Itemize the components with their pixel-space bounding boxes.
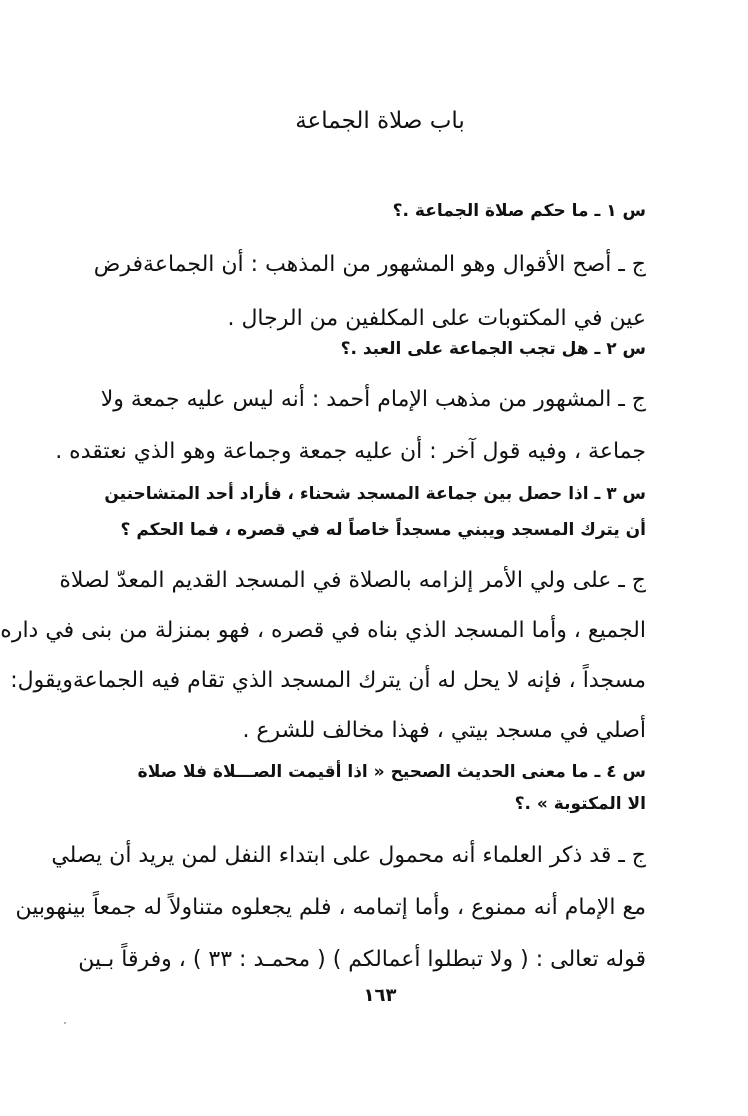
answer-line: ج ـ على ولي الأمر إلزامه بالصلاة في المسجد القديم المعدّ لصلاة [59,568,646,593]
answer-line: مسجداً ، فإنه لا يحل له أن يترك المسجد الذي تقام فيه الجماعةويقول: [10,668,646,693]
answer-1 [93,238,646,346]
answer-line: ج ـ المشهور من مذهب الإمام أحمد : أنه ليس عليه جمعة ولا [100,387,646,412]
answer-line: أصلي في مسجد بيتي ، فهذا مخالف للشرع . [242,718,646,743]
answer-line: مع الإمام أنه ممنوع ، وأما إتمامه ، فلم يجعلوه متناولاً له جمعاً بينهوبين [15,895,646,920]
question-line: س ٣ ـ اذا حصل بين جماعة المسجد شحناء ، فأراد أحد المتشاحنين [104,484,646,504]
question-line: س ٢ ـ هل تجب الجماعة على العبد .؟ [340,339,646,359]
question-line: أن يترك المسجد ويبني مسجداً خاصاً له في قصره ، فما الحكم ؟ [120,520,646,540]
question-line: س ٤ ـ ما معنى الحديث الصحيح « اذا أقيمت الصـــلاة فلا صلاة [137,762,646,782]
page-number: ١٦٣ [363,985,397,1006]
question-line: الا المكتوبة » .؟ [514,794,646,814]
chapter-title: باب صلاة الجماعة [295,108,465,134]
answer-line: الجميع ، وأما المسجد الذي بناه في قصره ، فهو بمنزلة من بنى في داره [0,618,646,643]
answer-4 [15,830,646,986]
question-4 [112,756,646,820]
answer-line: عين في المكتوبات على المكلفين من الرجال . [227,306,646,331]
scan-speck [64,1022,66,1024]
question-line: س ١ ـ ما حكم صلاة الجماعة .؟ [392,201,646,221]
answer-line: ج ـ أصح الأقوال وهو المشهور من المذهب : أن الجماعةفرض [93,252,646,277]
answer-3 [0,556,646,756]
answer-2 [55,374,646,478]
question-2 [112,334,646,364]
question-3 [104,476,646,548]
answer-line: قوله تعالى : ( ولا تبطلوا أعمالكم ) ( محمـد : ٣٣ ) ، وفرقاً بـين [78,947,646,972]
answer-line: جماعة ، وفيه قول آخر : أن عليه جمعة وجماعة وهو الذي نعتقده . [55,439,646,464]
answer-line: ج ـ قد ذكر العلماء أنه محمول على ابتداء النفل لمن يريد أن يصلي [51,843,646,868]
question-1 [112,196,646,226]
